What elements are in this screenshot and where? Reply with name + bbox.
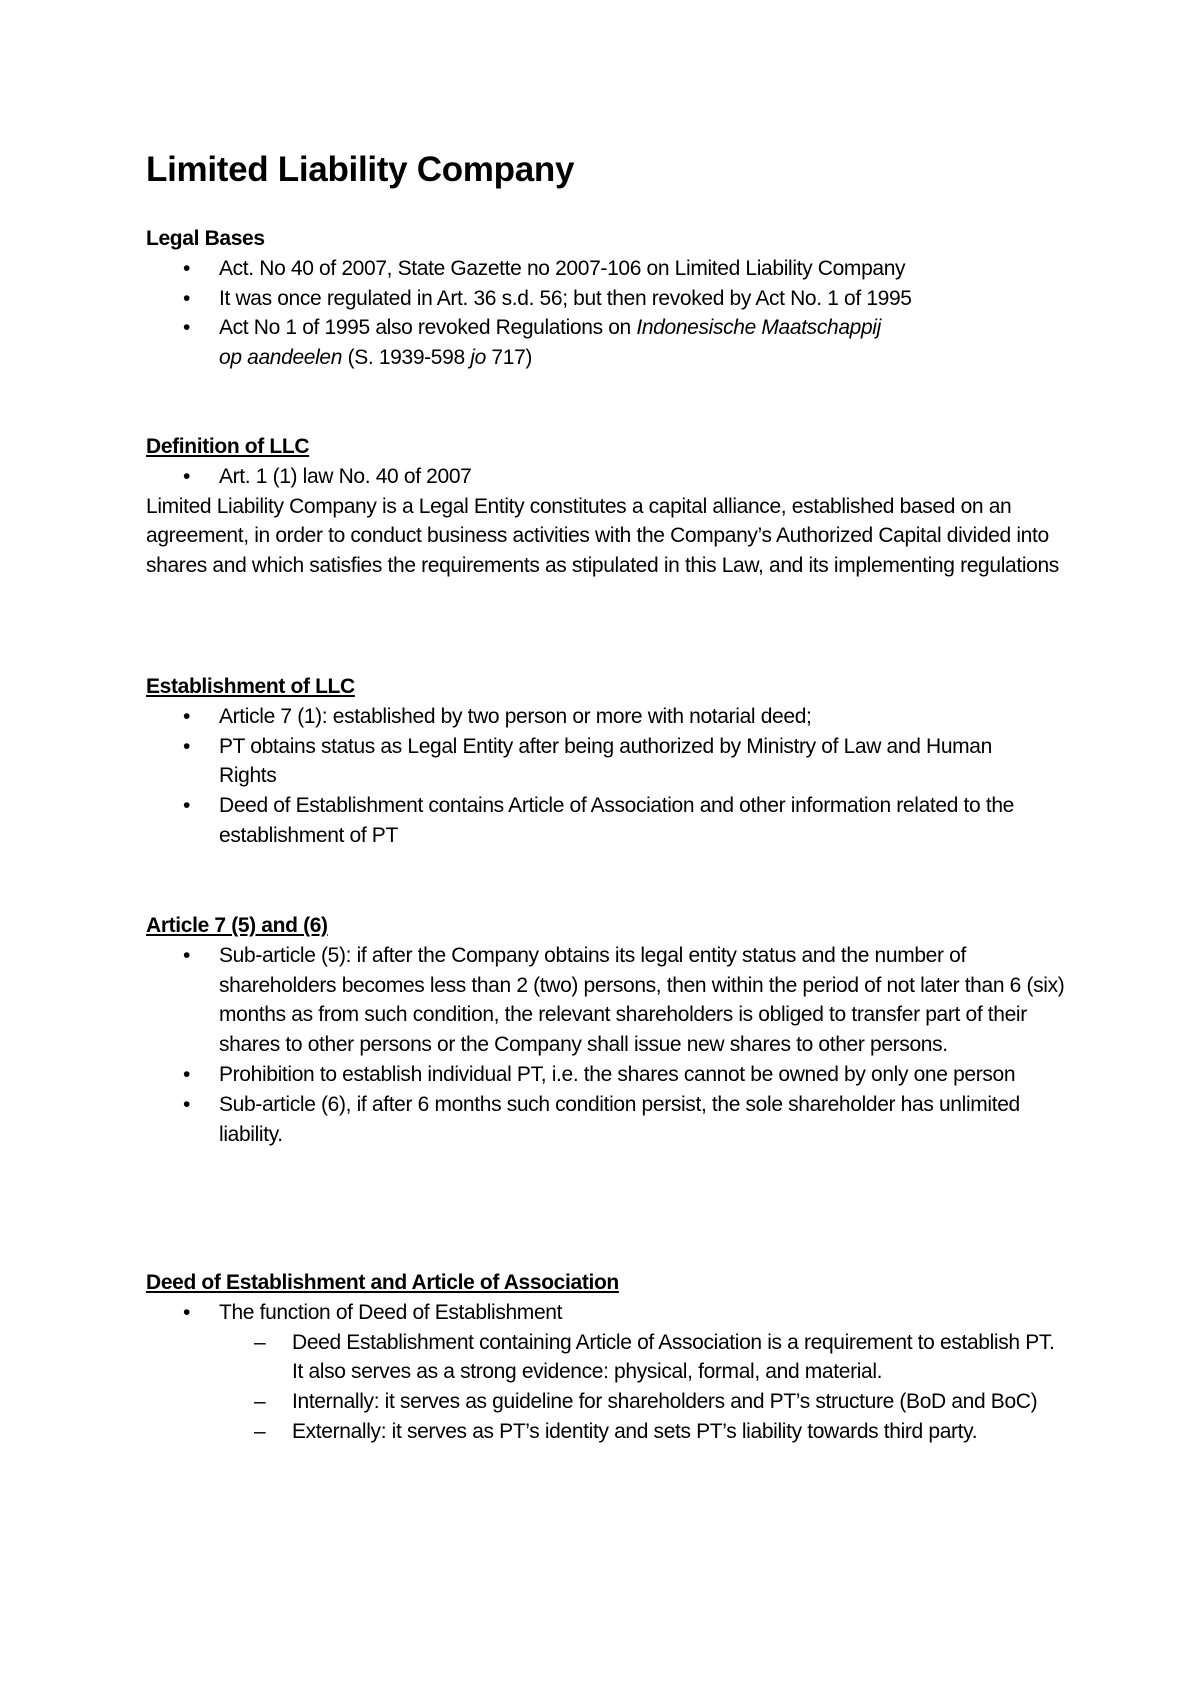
legal-bases-list [146,254,1066,373]
list-item-text: It was once regulated in Art. 36 s.d. 56; but then revoked by Act No. 1 of 1995 [219,286,912,310]
dash-icon: – [254,1419,266,1443]
document-title: Limited Liability Company [146,150,575,189]
list-item-text: The function of Deed of Establishment [219,1300,563,1324]
bullet-icon: • [183,316,191,340]
list-item-text: Act. No 40 of 2007, State Gazette no 2007-106 on Limited Liability Company [219,256,906,280]
establishment-heading: Establishment of LLC [146,675,355,698]
italic-term: jo [470,346,486,370]
bullet-icon: • [183,943,191,967]
list-item [146,791,1046,851]
bullet-icon: • [183,794,191,818]
definition-list [146,462,1066,492]
deed-sublist [146,1328,1066,1447]
sub-list-item-text: Externally: it serves as PT’s identity and sets PT’s liability towards third party. [292,1419,978,1443]
list-item-text: Sub-article (5): if after the Company obtains its legal entity status and the number of shareholders becomes less than 2 (two) persons, then within the period of not later than 6 (six) months as from such condition, the relevant shareholders is obliged to transfer part of their shares to other persons or the Company shall issue new shares to other persons. [219,943,1065,1057]
section-definition [146,432,1066,581]
sub-list-item [146,1417,1066,1447]
deed-heading: Deed of Establishment and Article of Association [146,1271,619,1294]
bullet-icon: • [183,286,191,310]
text-run: Act No 1 of 1995 also revoked Regulations on [219,316,637,340]
list-item-text: PT obtains status as Legal Entity after being authorized by Ministry of Law and Human Rights [219,734,992,788]
bullet-icon: • [183,734,191,758]
list-item [146,1060,1066,1090]
sub-list-item-text: Internally: it serves as guideline for shareholders and PT’s structure (BoD and BoC) [292,1390,1038,1414]
list-item [146,941,1066,1060]
text-run: (S. 1939-598 [342,346,471,370]
section-deed [146,1268,1066,1447]
list-item [146,702,1046,732]
italic-term: Indonesische Maatschappij op aandeelen [219,316,881,370]
definition-paragraph: Limited Liability Company is a Legal Entity constitutes a capital alliance, established based on an agreement, in order to conduct business activities with the Company’s Authorized Capital divided into shares and which satisfies the requirements as stipulated in this Law, and its implementing regulations [146,494,1059,578]
section-article-7 [146,911,1066,1149]
list-item [146,284,1066,314]
list-item [146,1298,1066,1328]
legal-bases-heading: Legal Bases [146,227,265,250]
list-item [146,732,1046,792]
list-item [146,313,1066,373]
deed-list [146,1298,1066,1328]
article-7-list [146,941,1066,1150]
bullet-icon: • [183,464,191,488]
bullet-icon: • [183,1092,191,1116]
bullet-icon: • [183,1300,191,1324]
list-item-text: Art. 1 (1) law No. 40 of 2007 [219,464,472,488]
establishment-list [146,702,1066,851]
list-item-text [219,316,881,369]
sub-list-item [146,1387,1066,1417]
article-7-heading: Article 7 (5) and (6) [146,914,328,937]
list-item [146,462,1066,492]
definition-heading: Definition of LLC [146,435,310,458]
list-item [146,1090,1066,1150]
sub-list-item-text: Deed Establishment containing Article of Association is a requirement to establish PT. It also serves as a strong evidence: physical, formal, and material. [292,1330,1055,1384]
list-item-text: Deed of Establishment contains Article of Association and other information related to the establishment of PT [219,794,1014,847]
bullet-icon: • [183,704,191,728]
list-item-text: Sub-article (6), if after 6 months such condition persist, the sole shareholder has unlimited liability. [219,1092,1020,1146]
sub-list-item [146,1328,1066,1388]
text-run: 717) [485,346,533,370]
bullet-icon: • [183,256,191,280]
bullet-icon: • [183,1062,191,1086]
section-establishment [146,672,1066,851]
list-item-text: Article 7 (1): established by two person or more with notarial deed; [219,704,812,728]
list-item-text: Prohibition to establish individual PT, i.e. the shares cannot be owned by only one person [219,1062,1016,1086]
section-legal-bases [146,224,1066,373]
list-item [146,254,1066,284]
dash-icon: – [254,1390,266,1414]
dash-icon: – [254,1330,266,1354]
